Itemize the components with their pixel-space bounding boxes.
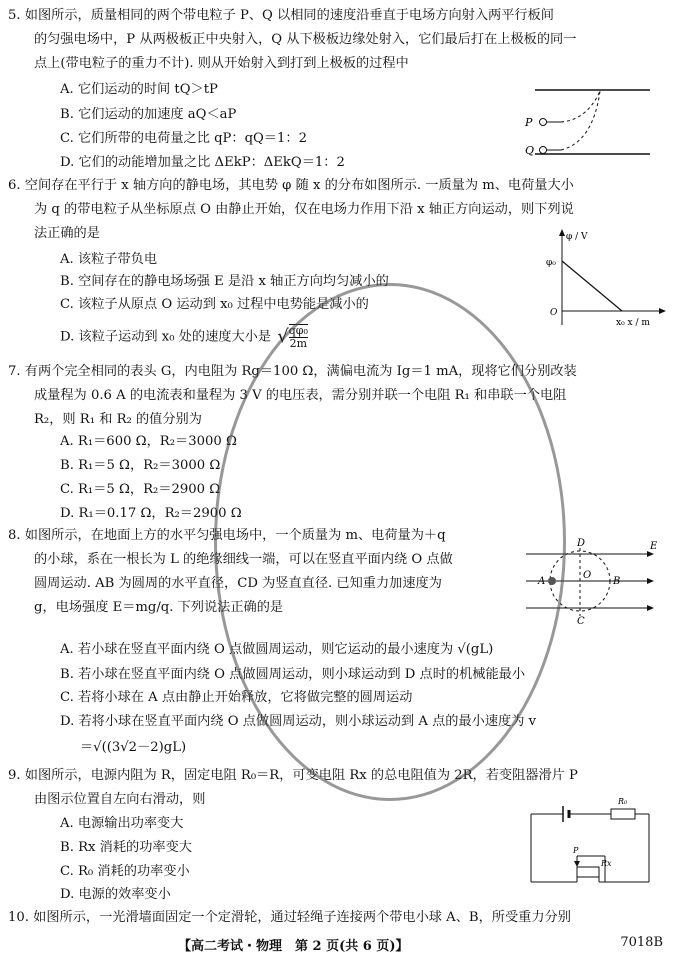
q10-line1: 10. 如图所示，一光滑墙面固定一个定滑轮，通过轻绳子连接两个带电小球 A、B，所受重力分别 bbox=[8, 910, 571, 925]
label-q: Q bbox=[525, 144, 535, 157]
q6-formula-denominator: 2m bbox=[289, 337, 308, 350]
y-axis-label: φ / V bbox=[566, 232, 588, 242]
q8-option-a: A. 若小球在竖直平面内绕 O 点做圆周运动，则它运动的最小速度为 √(gL) bbox=[60, 642, 494, 657]
q6-option-a: A. 该粒子带负电 bbox=[60, 252, 158, 267]
q5-line1: 5. 如图所示，质量相同的两个带电粒子 P、Q 以相同的速度沿垂直于电场方向射入两平行板间 bbox=[8, 8, 554, 23]
slider-p-arrow bbox=[574, 861, 580, 867]
q6-potential-graph bbox=[540, 225, 670, 335]
footer-page-info: 【高二考试・物理 第 2 页(共 6 页)】 bbox=[178, 939, 409, 954]
q8-line3: 圆周运动. AB 为圆周的水平直径，CD 为竖直直径. 已知重力加速度为 bbox=[34, 576, 442, 591]
label-b: B bbox=[613, 576, 621, 587]
q6-line2: 为 q 的带电粒子从坐标原点 O 由静止开始，仅在电场力作用下沿 x 轴正方向运动，则下列说 bbox=[34, 202, 574, 217]
q7-line2: 成量程为 0.6 A 的电流表和量程为 3 V 的电压表，需分别并联一个电阻 R₁ 和串联一个电阻 bbox=[34, 388, 567, 403]
x-axis-arrow bbox=[659, 308, 666, 314]
y-axis-arrow bbox=[559, 229, 565, 236]
q7-option-c: C. R₁＝5 Ω，R₂＝2900 Ω bbox=[60, 482, 221, 497]
q9-option-d: D. 电源的效率变小 bbox=[60, 887, 171, 902]
q9-option-b: B. Rx 消耗的功率变大 bbox=[60, 840, 192, 855]
field-arrow-2 bbox=[647, 578, 654, 584]
q9-option-c: C. R₀ 消耗的功率变小 bbox=[60, 864, 190, 879]
label-rx: Rx bbox=[601, 859, 612, 868]
label-a: A bbox=[538, 576, 546, 587]
label-c: C bbox=[577, 616, 585, 627]
q5-option-c: C. 它们所带的电荷量之比 qP：qQ＝1：2 bbox=[60, 131, 307, 146]
q5-line2: 的匀强电场中，P 从两极板正中央射入，Q 从下极板边缘处射入，它们最后打在上极板的同一 bbox=[34, 32, 577, 47]
q7-option-d: D. R₁＝0.17 Ω，R₂＝2900 Ω bbox=[60, 506, 242, 521]
q-trajectory bbox=[561, 91, 600, 150]
label-r0: R₀ bbox=[618, 797, 628, 806]
q7-option-b: B. R₁＝5 Ω，R₂＝3000 Ω bbox=[60, 458, 221, 473]
question-5-stem bbox=[8, 4, 664, 76]
question-7-stem bbox=[8, 360, 664, 432]
q8-line4: g，电场强度 E＝mg/q. 下列说法正确的是 bbox=[34, 600, 284, 615]
footer-exam-code: 7018B bbox=[620, 935, 663, 950]
q6-line1: 6. 空间存在平行于 x 轴方向的静电场，其电势 φ 随 x 的分布如图所示. 一质量为 m、电荷量大小 bbox=[8, 178, 574, 193]
particle-q bbox=[540, 147, 547, 154]
q6-sqrt-formula: √ $\frac{\text{qφ₀}}{2m}$ bbox=[277, 324, 308, 350]
q8-option-d-continued: ＝√((3√2－2)gL) bbox=[80, 740, 187, 755]
charged-ball bbox=[548, 577, 556, 585]
q6-option-c: C. 该粒子从原点 O 运动到 x₀ 过程中电势能是减小的 bbox=[60, 297, 369, 312]
q6-option-d-text: D. 该粒子运动到 x₀ 处的速度大小是 bbox=[60, 329, 272, 345]
q7-line1: 7. 有两个完全相同的表头 G，内电阻为 Rg＝100 Ω，满偏电流为 Ig＝1 mA，现将它们分别改装 bbox=[8, 364, 577, 379]
q6-formula-numerator: qφ₀ bbox=[288, 324, 308, 337]
label-p: P bbox=[573, 846, 579, 855]
q8-option-c: C. 若将小球在 A 点由静止开始释放，它将做完整的圆周运动 bbox=[60, 690, 413, 705]
q9-line1: 9. 如图所示，电源内阻为 R，固定电阻 R₀＝R，可变电阻 Rx 的总电阻值为 2R，若变阻器滑片 P bbox=[8, 768, 578, 783]
label-p: P bbox=[525, 116, 533, 129]
q6-option-b: B. 空间存在的静电场场强 E 是沿 x 轴正方向均匀减小的 bbox=[60, 274, 389, 289]
q8-line1: 8. 如图所示，在地面上方的水平匀强电场中，一个质量为 m、电荷量为＋q bbox=[8, 528, 446, 543]
label-e: E bbox=[650, 541, 658, 552]
q9-option-a: A. 电源输出功率变大 bbox=[60, 816, 184, 831]
q6-option-d bbox=[60, 324, 308, 350]
q7-option-a: A. R₁＝600 Ω，R₂＝3000 Ω bbox=[60, 434, 237, 449]
q5-option-d: D. 它们的动能增加量之比 ΔEkP：ΔEkQ＝1：2 bbox=[60, 155, 345, 170]
q8-option-d: D. 若将小球在竖直平面内绕 O 点做圆周运动，则小球运动到 A 点的最小速度为 v bbox=[60, 714, 537, 729]
q5-parallel-plates-figure bbox=[515, 82, 655, 162]
variable-resistor-rx bbox=[577, 867, 599, 877]
q9-circuit-figure bbox=[525, 792, 655, 892]
x-axis-label: x₀ x / m bbox=[616, 318, 650, 328]
q8-option-b: B. 若小球在竖直平面内绕 O 点做圆周运动，则小球运动到 D 点时的机械能最小 bbox=[60, 667, 526, 682]
potential-line bbox=[562, 261, 622, 311]
label-d: D bbox=[577, 538, 586, 549]
field-arrow-3 bbox=[647, 605, 654, 611]
q5-option-a: A. 它们运动的时间 tQ＞tP bbox=[60, 82, 218, 97]
particle-p bbox=[540, 119, 547, 126]
q8-line2: 的小球，系在一根长为 L 的绝缘细线一端，可以在竖直平面内绕 O 点做 bbox=[34, 552, 453, 567]
question-8-stem bbox=[8, 524, 518, 620]
resistor-r0 bbox=[611, 809, 635, 819]
phi0-label: φ₀ bbox=[546, 258, 556, 268]
q5-option-b: B. 它们运动的加速度 aQ＜aP bbox=[60, 107, 237, 122]
q8-circular-motion-figure bbox=[522, 536, 662, 631]
q6-line3: 法正确的是 bbox=[34, 226, 100, 241]
question-10-stem bbox=[8, 906, 664, 930]
origin-label: O bbox=[550, 308, 558, 318]
q9-line2: 由图示位置自左向右滑动，则 bbox=[34, 792, 206, 807]
q7-line3: R₂，则 R₁ 和 R₂ 的值分别为 bbox=[34, 412, 202, 427]
label-o: O bbox=[583, 570, 592, 581]
q5-line3: 点上(带电粒子的重力不计). 则从开始射入到打到上极板的过程中 bbox=[34, 56, 409, 71]
